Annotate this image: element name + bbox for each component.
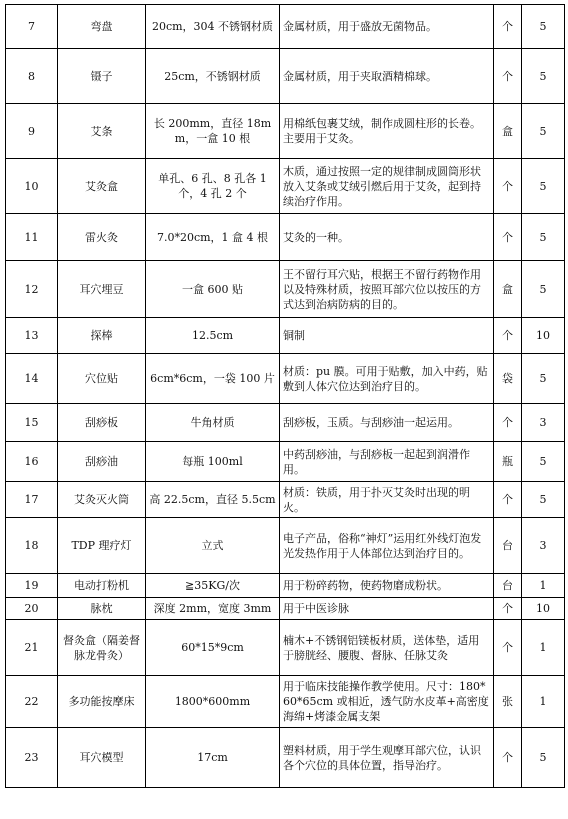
item-name: 刮痧板	[58, 404, 146, 442]
item-unit: 个	[494, 620, 522, 676]
table-row	[6, 404, 565, 442]
item-quantity: 5	[522, 214, 565, 261]
item-name: 雷火灸	[58, 214, 146, 261]
item-name: 电动打粉机	[58, 574, 146, 598]
item-quantity: 5	[522, 482, 565, 518]
row-number: 7	[6, 5, 58, 49]
item-unit: 个	[494, 318, 522, 354]
row-number: 17	[6, 482, 58, 518]
table-row	[6, 318, 565, 354]
item-spec: 7.0*20cm，1 盒 4 根	[146, 214, 280, 261]
row-number: 18	[6, 518, 58, 574]
item-description: 材质：pu 膜。可用于贴敷，加入中药，贴敷到人体穴位达到治疗目的。	[280, 354, 494, 404]
item-name: 多功能按摩床	[58, 676, 146, 728]
item-unit: 个	[494, 728, 522, 788]
item-spec: 12.5cm	[146, 318, 280, 354]
item-description: 塑料材质，用于学生观摩耳部穴位，认识各个穴位的具体位置，指导治疗。	[280, 728, 494, 788]
item-spec: 一盒 600 贴	[146, 261, 280, 318]
table-row	[6, 482, 565, 518]
row-number: 8	[6, 49, 58, 104]
item-name: 耳穴模型	[58, 728, 146, 788]
table-row	[6, 728, 565, 788]
item-spec: 单孔、6 孔、8 孔各 1 个，4 孔 2 个	[146, 159, 280, 214]
row-number: 13	[6, 318, 58, 354]
item-spec: 20cm，304 不锈钢材质	[146, 5, 280, 49]
row-number: 11	[6, 214, 58, 261]
item-unit: 个	[494, 49, 522, 104]
item-description: 电子产品，俗称“神灯”运用红外线灯泡发光发热作用于人体部位达到治疗目的。	[280, 518, 494, 574]
item-spec: 长 200mm，直径 18mm，一盒 10 根	[146, 104, 280, 159]
item-name: 耳穴埋豆	[58, 261, 146, 318]
item-spec: 每瓶 100ml	[146, 442, 280, 482]
table-row	[6, 620, 565, 676]
item-name: 探棒	[58, 318, 146, 354]
row-number: 15	[6, 404, 58, 442]
item-unit: 个	[494, 482, 522, 518]
item-quantity: 1	[522, 574, 565, 598]
table-row	[6, 574, 565, 598]
item-description: 中药刮痧油，与刮痧板一起起到润滑作用。	[280, 442, 494, 482]
table-row	[6, 49, 565, 104]
item-quantity: 5	[522, 159, 565, 214]
row-number: 20	[6, 598, 58, 620]
item-name: 脉枕	[58, 598, 146, 620]
item-spec: 立式	[146, 518, 280, 574]
row-number: 23	[6, 728, 58, 788]
item-spec: 深度 2mm，宽度 3mm	[146, 598, 280, 620]
item-spec: 高 22.5cm，直径 5.5cm	[146, 482, 280, 518]
item-spec: ≧35KG/次	[146, 574, 280, 598]
item-quantity: 5	[522, 728, 565, 788]
table-row	[6, 518, 565, 574]
item-description: 用于中医诊脉	[280, 598, 494, 620]
row-number: 10	[6, 159, 58, 214]
row-number: 12	[6, 261, 58, 318]
table-row	[6, 159, 565, 214]
item-name: 艾灸灭火筒	[58, 482, 146, 518]
item-name: TDP 理疗灯	[58, 518, 146, 574]
item-spec: 牛角材质	[146, 404, 280, 442]
item-quantity: 10	[522, 318, 565, 354]
item-unit: 张	[494, 676, 522, 728]
table-row	[6, 214, 565, 261]
item-spec: 1800*600mm	[146, 676, 280, 728]
row-number: 16	[6, 442, 58, 482]
item-unit: 个	[494, 214, 522, 261]
item-description: 用棉纸包裹艾绒，制作成圆柱形的长卷。主要用于艾灸。	[280, 104, 494, 159]
item-name: 艾条	[58, 104, 146, 159]
item-description: 用于粉碎药物，使药物磨成粉状。	[280, 574, 494, 598]
table-row	[6, 5, 565, 49]
row-number: 14	[6, 354, 58, 404]
item-spec: 17cm	[146, 728, 280, 788]
item-description: 金属材质，用于盛放无菌物品。	[280, 5, 494, 49]
item-quantity: 5	[522, 261, 565, 318]
item-description: 金属材质，用于夹取酒精棉球。	[280, 49, 494, 104]
item-unit: 个	[494, 5, 522, 49]
item-quantity: 1	[522, 676, 565, 728]
item-name: 督灸盒（隔姜督脉龙骨灸）	[58, 620, 146, 676]
item-description: 铜制	[280, 318, 494, 354]
item-unit: 个	[494, 404, 522, 442]
item-unit: 个	[494, 159, 522, 214]
item-unit: 盒	[494, 104, 522, 159]
item-quantity: 10	[522, 598, 565, 620]
row-number: 22	[6, 676, 58, 728]
row-number: 19	[6, 574, 58, 598]
item-quantity: 3	[522, 518, 565, 574]
item-quantity: 5	[522, 442, 565, 482]
item-quantity: 3	[522, 404, 565, 442]
item-unit: 盒	[494, 261, 522, 318]
table-row	[6, 442, 565, 482]
item-description: 用于临床技能操作教学使用。尺寸：180*60*65cm 或相近，透气防水皮革+高密度海绵+烤漆金属支架	[280, 676, 494, 728]
item-name: 艾灸盒	[58, 159, 146, 214]
item-quantity: 1	[522, 620, 565, 676]
item-unit: 台	[494, 574, 522, 598]
row-number: 21	[6, 620, 58, 676]
item-name: 刮痧油	[58, 442, 146, 482]
item-description: 木质，通过按照一定的规律制成圆筒形状放入艾条或艾绒引燃后用于艾灸，起到持续治疗作用。	[280, 159, 494, 214]
table-row	[6, 354, 565, 404]
item-quantity: 5	[522, 104, 565, 159]
item-quantity: 5	[522, 354, 565, 404]
equipment-table	[5, 4, 565, 788]
item-unit: 瓶	[494, 442, 522, 482]
item-description: 楠木+不锈钢铝镁板材质，送体垫，适用于膀胱经、腰腹、督脉、任脉艾灸	[280, 620, 494, 676]
item-spec: 6cm*6cm，一袋 100 片	[146, 354, 280, 404]
item-quantity: 5	[522, 5, 565, 49]
item-spec: 60*15*9cm	[146, 620, 280, 676]
item-description: 王不留行耳穴贴，根据王不留行药物作用以及特殊材质，按照耳部穴位以按压的方式达到治病防病的目的。	[280, 261, 494, 318]
item-unit: 台	[494, 518, 522, 574]
item-description: 材质：铁质，用于扑灭艾灸时出现的明火。	[280, 482, 494, 518]
item-spec: 25cm，不锈钢材质	[146, 49, 280, 104]
item-name: 穴位贴	[58, 354, 146, 404]
item-quantity: 5	[522, 49, 565, 104]
row-number: 9	[6, 104, 58, 159]
item-name: 弯盘	[58, 5, 146, 49]
item-unit: 个	[494, 598, 522, 620]
table-row	[6, 598, 565, 620]
item-description: 刮痧板，玉质。与刮痧油一起运用。	[280, 404, 494, 442]
table-row	[6, 261, 565, 318]
table-row	[6, 104, 565, 159]
table-row	[6, 676, 565, 728]
item-description: 艾灸的一种。	[280, 214, 494, 261]
item-unit: 袋	[494, 354, 522, 404]
item-name: 镊子	[58, 49, 146, 104]
